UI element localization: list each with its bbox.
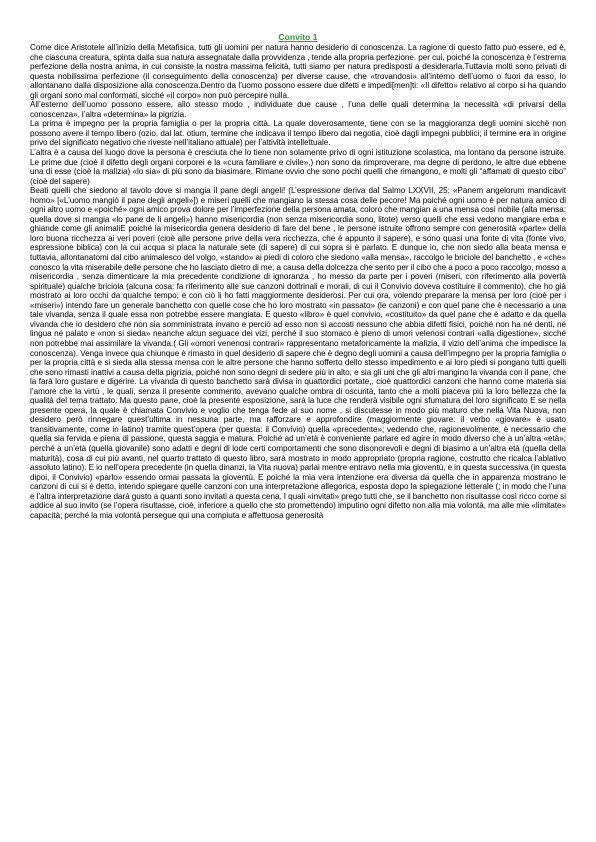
document-title: Convito 1 [278, 32, 318, 42]
paragraph-2: All’esterno dell’uomo possono essere, allo stesso modo , individuate due cause , l’una delle quali determina la necessità «di privarsi della conoscenza», l’altra «determina» la pigrizia. [30, 100, 566, 119]
paragraph-5: Beati quelli che siedono al tavolo dove si mangia il pane degli angeli! (L’espressione deriva dal Salmo LXXVII, 25: «Panem angelorum mandicavit homo» [«L’uomo mangiò il pane degli angeli»]) e miseri quelli che mangiano la stessa cosa delle pecore! Ma poiché ogni uomo è per natura amico di ogni altro uomo e «poiché» ogni amico prova dolore per l’imperfezione della persona amata, coloro che mangian a una mensa così nobile (alta mensa: quella dove si mangia «lo pane de li angeli») hanno misericordia (non senza misericordia sono, litote) verso quelli che essi vedono mangiare erba e ghiande come gli animaliE poiché la misericordia genera desiderio di fare del bene , le persone istruite offrono sempre con generosità «parte» della loro buona ricchezza ai veri poveri (cioè alle persone prive della vera ricchezza, che è appunto il sapere), e sono quasi una fonte di vita (fonte vivo, espressione biblica) con la cui acqua si placa la naturale sete (di sapere) di cui sopra si è parlato. E dunque io, che non siedo alla beata mensa e tuttavia, allontanatomi dal cibo animalesco del volgo, «stando» ai piedi di coloro che siedono «alla mensa», raccolgo le briciole del banchetto , e «che» conosco la vita miserabile delle persone che ho lasciato dietro di me, a causa della dolcezza che sento per il cibo che a poco a poco raccolgo, mosso a misericordia , senza dimenticare la mia precedente condizione di ignoranza , ho messo da parte per i poveri (miseri, con riferimento alla povertà spirituale) qualche briciola (alcuna cosa: fa riferimento alle sue canzoni dottrinali e morali, di cui il Convivio doveva costituire il commento), che ho già mostrato ai loro occhi da qualche tempo; e con ciò li ho fatti maggiormente desiderosi. Per cui ora, volendo preparare la mensa per loro (cioè per i «miseri») intendo fare un generale banchetto con quelle cose che ho loro mostrato «in passato» (le canzoni) e con quel pane che è necessario a una tale vivanda, senza il quale essa non potrebbe essere mangiata. E questo «libro» è quel convivio, «costituito» da quel pane che è adatto e da quella vivanda che io desidero che non sia somministrata invano e perciò ad esso non si accosti nessuno che abbia difetti fisici, poiché non ha né denti, né lingua né palato e «non si sieda» neanche alcun seguace dei vizi, perché il suo stomaco è pieno di umori velenosi contrari «alla digestione», sicché non potrebbe mai assimilare la vivanda.( Gli «omori venenosi contrari» rappresentano metaforicamente la malizia, il vizio dell’anima che impedisce la conoscenza). Venga invece qua chiunque è rimasto in quel desiderio di sapere che è degno degli uomini a causa dell’impegno per la propria famiglia o per la propria città e si sieda alla stessa mensa con le altre persone che hanno sofferto dello stesso impedimento e ai loro piedi si pongano tutti quelli che sono rimasti inattivi a causa della pigrizia, poiché non sono degni di sedere più in alto; e sia gli uni che gli altri mangino la vivanda con il pane, che la farà loro gustare e digerire. La vivanda di questo banchetto sarà divisa in quattordici portate,, cioè quattordici canzoni che hanno come materia sia l’amore che la virtù , le quali, senza il presente commento, avevano qualche ombra di oscurità, tanto che a molti piaceva più la loro bellezza che la qualità del tema trattato. Ma questo pane, cioè la presente esposizione, sarà la luce che renderà visibile ogni sfumatura del loro significato E se nella presente opera, la quale è chiamata Convivio e voglio che tenga fede al suo nome , si discutesse in modo più maturo che nella Vita Nuova, non desidero però rinnegare quest’ultima in nessuna parte, ma rafforzare e approfondire (maggiormente giovare: il verbo «giovare» è usato transitivamente, come in latino) tramite quest’opera (per questa: il Convivio) quella «precedente»; vedendo che, ragionevolmente, è necessario che quella sia fervida e piena di passione, questa saggia e matura. Poiché ad un’età è conveniente parlare ed agire in modo diverso che a un’altra «età»; perché a un’età (quella giovanile) sono adatti e degni di lode certi comportamenti che sono disonorevoli e degni di biasimo a un’altra età (quella della maturità), cosa di cui più avanti, nel quarto trattato di questo libro, sarà mostrato in modo appropriato (propria ragione, costrutto che ricalca l’ablativo assoluto latino). E io nell’opera precedente (in quella dinanzi, la Vita nuova) parlai mentre entravo nella mia gioventù, e in questa successiva (in questa dipoi, il Convivio) «parlo» essendo ormai passata la gioventù. E poiché la mia vera intenzione era diversa da quella che in apparenza mostrano le canzoni di cui si è detto, intendo spiegare quelle canzoni con una interpretazione allegorica, esposta dopo la spiegazione letterale (; in modo che l’una e l’altra interpretazione darà gusto a quanti sono invitati a questa cena. I quali «invitati» prego tutti che, se il banchetto non risultasse così ricco come si addice al suo invito (se l’opera risultasse, cioè, inferiore a quello che sto promettendo) imputino ogni difetto non alla mia volontà, ma alle mie «limitate» capacità; perché la mia volontà persegue qui una compiuta e affettuosa generosità [30, 186, 566, 520]
paragraph-4: L’altra è a causa del luogo dove la persona è cresciuta che lo tiene non solamente privo di ogni istituzione scolastica, ma lontano da persone istruite. Le prime due (cioè il difetto degli organi corporei e la «cura familiare e civile»,) non sono da rimproverare, ma degne di perdono, le altre due ebbene una di esse (cioè la malizia) «lo sia» di più sono da biasimare. Rimane ovvio che sono pochi quelli che rimangono, e molti gli “affamati di questo cibo” (cioè del sapere) [30, 148, 566, 186]
paragraph-1: Come dice Aristotele all’inizio della Metafisica, tutti gli uomini per natura hanno desiderio di conoscenza. La ragione di questo fatto può essere, ed è, che ciascuna creatura, spinta dalla sua natura assegnatale dalla provvidenza , tende alla propria perfezione. per cui, poiché la conoscenza è l’estrema perfezione della nostra anima, in cui consiste la nostra massima felicità, tutti siamo per natura predisposti a desiderarla.Tuttavia molti sono privati di questa nobilissima perfezione (il conseguimento della conoscenza) per diverse cause, che «trovandosi» all’interno dell’uomo o fuori da esso, lo allontanano dalla disposizione alla conoscenza.Dentro da l’uomo possono essere due difetti e impedi[men]ti: «Il difetto» relativo al corpo si ha quando gli organi sono mal conformati, sicché «il corpo» non può percepire nulla. [30, 43, 566, 100]
paragraph-3: La prima è impegno per la propria famiglia o per la propria città. La quale doverosamente, tiene con se la maggioranza degli uomini sicchè non possono avere il tempo libero (ozio, dal lat. otium, termine che indicava il tempo libero dai negotia, cioè dagli impegni pubblici; il termine era in origine privo del significato negativo che riveste nell’italiano attuale) per l’attività intellettuale. [30, 119, 566, 148]
